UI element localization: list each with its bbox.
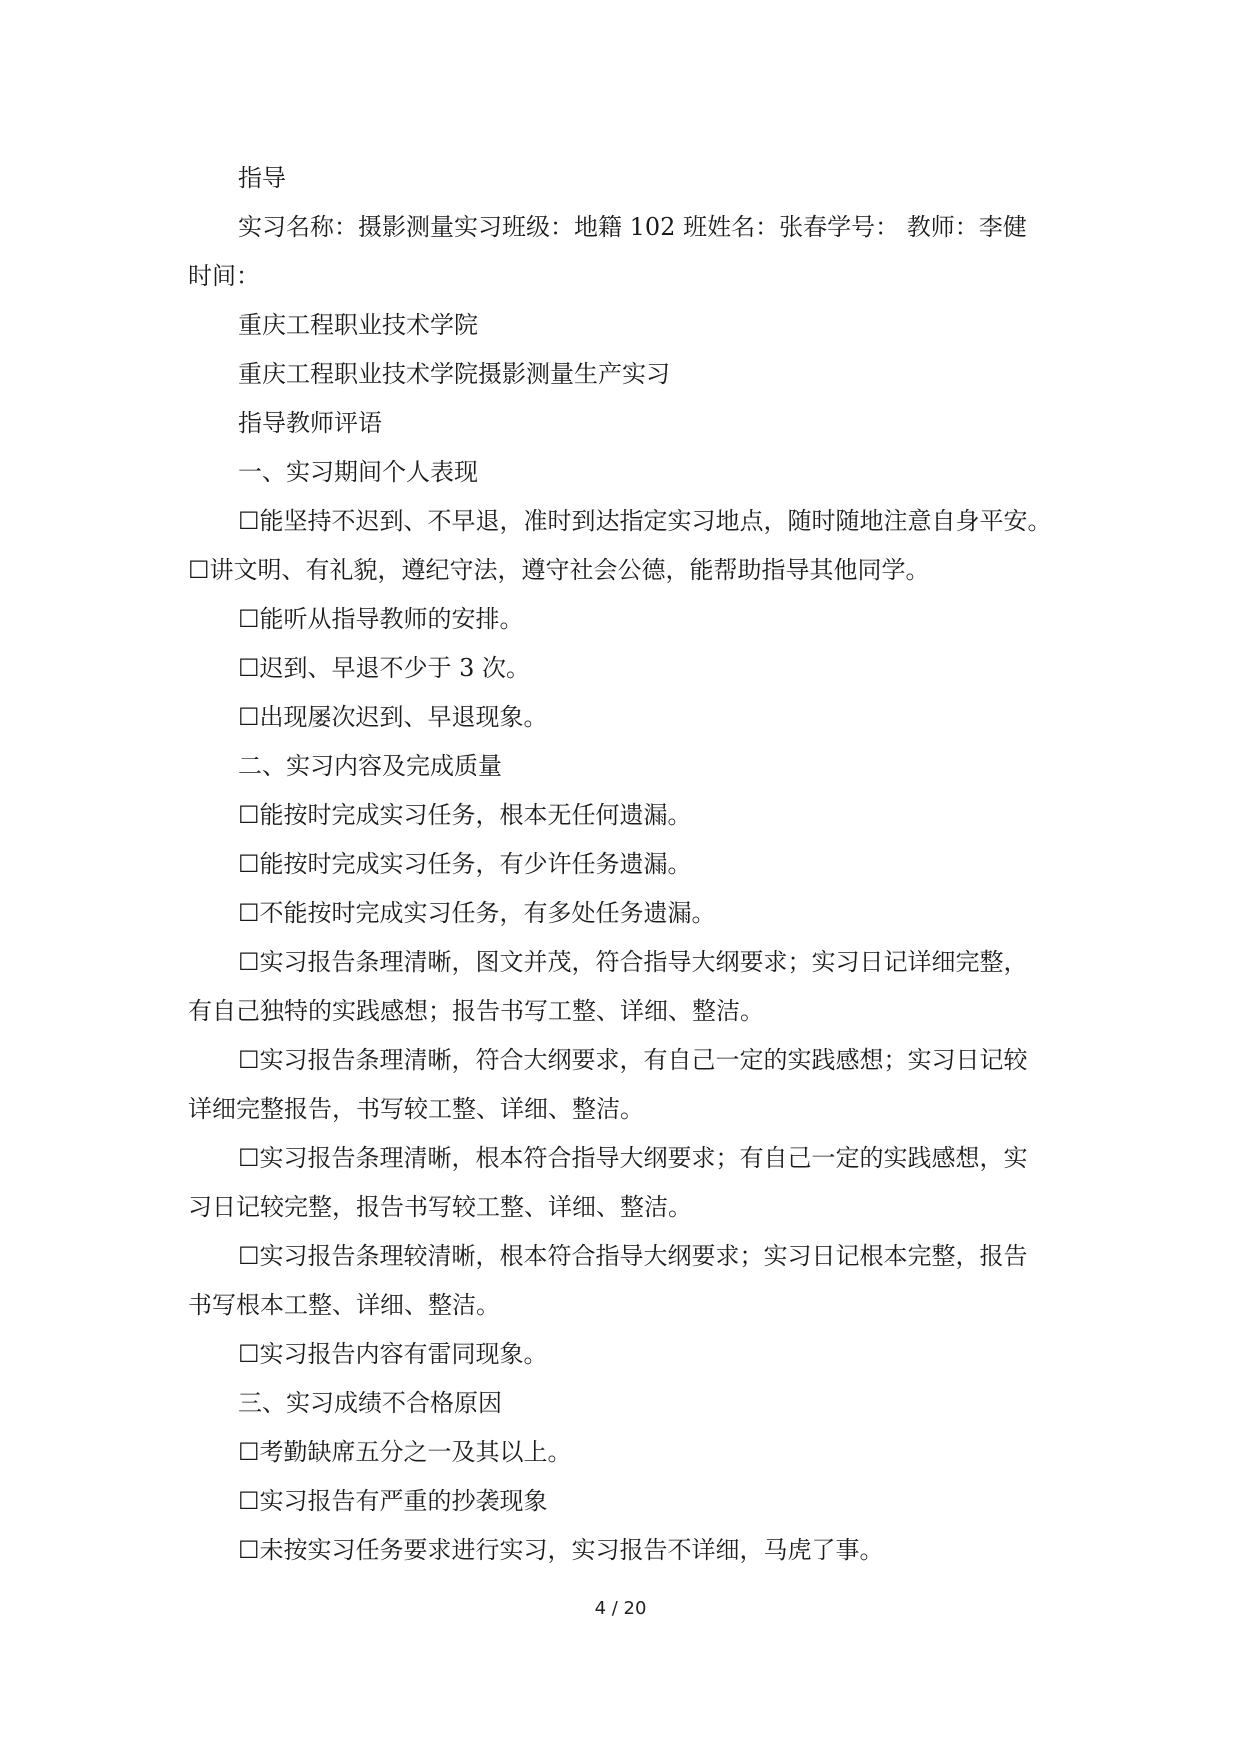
text-line: ☐实习报告条理较清晰，根本符合指导大纲要求；实习日记根本完整，报告 xyxy=(238,1242,1028,1270)
text-line: 有自己独特的实践感想；报告书写工整、详细、整洁。 xyxy=(188,997,764,1025)
text-line: ☐考勤缺席五分之一及其以上。 xyxy=(238,1438,572,1466)
text-line: ☐实习报告条理清晰，符合大纲要求，有自己一定的实践感想；实习日记较 xyxy=(238,1046,1028,1074)
text-line: ☐出现屡次迟到、早退现象。 xyxy=(238,703,548,731)
text-line: 二、实习内容及完成质量 xyxy=(238,752,502,780)
text-line: ☐迟到、早退不少于 3 次。 xyxy=(238,654,531,682)
text-line: 习日记较完整，报告书写较工整、详细、整洁。 xyxy=(188,1193,692,1221)
text-line: 指导教师评语 xyxy=(238,409,382,437)
text-line: ☐实习报告有严重的抄袭现象 xyxy=(238,1487,548,1515)
text-line: ☐未按实习任务要求进行实习，实习报告不详细，马虎了事。 xyxy=(238,1536,884,1564)
text-line: ☐不能按时完成实习任务，有多处任务遗漏。 xyxy=(238,899,716,927)
text-line: ☐实习报告条理清晰，根本符合指导大纲要求；有自己一定的实践感想，实 xyxy=(238,1144,1028,1172)
text-line: 重庆工程职业技术学院摄影测量生产实习 xyxy=(238,360,670,388)
text-line: 一、实习期间个人表现 xyxy=(238,458,478,486)
document-body xyxy=(188,154,1068,1575)
text-line: 详细完整报告，书写较工整、详细、整洁。 xyxy=(188,1095,644,1123)
text-line: ☐能听从指导教师的安排。 xyxy=(238,605,524,633)
text-line: 时间： xyxy=(188,262,260,290)
page-number: 4 / 20 xyxy=(594,1598,647,1619)
text-line: ☐能按时完成实习任务，根本无任何遗漏。 xyxy=(238,801,692,829)
text-line: 实习名称：摄影测量实习班级：地籍 102 班姓名：张春学号： 教师：李健 xyxy=(238,213,1027,241)
text-line: 指导 xyxy=(238,164,286,192)
text-line: ☐能坚持不迟到、不早退，准时到达指定实习地点，随时随地注意自身平安。 xyxy=(238,507,1052,535)
text-line: 重庆工程职业技术学院 xyxy=(238,311,478,339)
text-line: ☐实习报告条理清晰，图文并茂，符合指导大纲要求；实习日记详细完整， xyxy=(238,948,1028,976)
text-line: ☐讲文明、有礼貌，遵纪守法，遵守社会公德，能帮助指导其他同学。 xyxy=(188,556,930,584)
text-line: 三、实习成绩不合格原因 xyxy=(238,1389,502,1417)
text-line: ☐实习报告内容有雷同现象。 xyxy=(238,1340,548,1368)
text-line: ☐能按时完成实习任务，有少许任务遗漏。 xyxy=(238,850,692,878)
text-line: 书写根本工整、详细、整洁。 xyxy=(188,1291,500,1319)
